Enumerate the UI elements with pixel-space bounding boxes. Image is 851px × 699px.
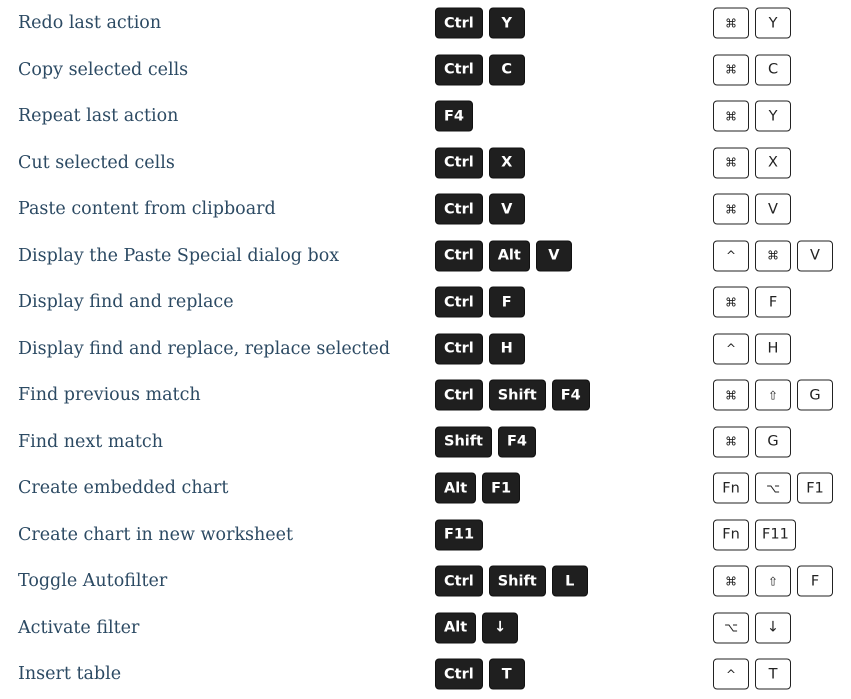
mac-key: C	[755, 54, 791, 85]
mac-keys	[713, 101, 791, 132]
windows-key: V	[536, 240, 572, 271]
windows-key: Ctrl	[435, 147, 483, 178]
mac-key: ⌥	[755, 473, 791, 504]
windows-key: Ctrl	[435, 194, 483, 225]
shortcut-row	[0, 419, 851, 466]
windows-key: X	[489, 147, 525, 178]
windows-key: Alt	[435, 473, 476, 504]
mac-key: G	[755, 426, 791, 457]
windows-keys	[435, 659, 525, 690]
windows-key: F4	[552, 380, 590, 411]
mac-key: G	[797, 380, 833, 411]
mac-key: ⌘	[713, 8, 749, 39]
mac-keys	[713, 287, 791, 318]
windows-key: F11	[435, 519, 483, 550]
shortcut-description: Display find and replace	[18, 292, 234, 313]
windows-keys	[435, 240, 572, 271]
windows-key: Ctrl	[435, 333, 483, 364]
windows-key: V	[489, 194, 525, 225]
shortcut-row	[0, 605, 851, 652]
shortcut-row	[0, 47, 851, 94]
windows-key: H	[489, 333, 525, 364]
mac-key: ⌥	[713, 612, 749, 643]
mac-keys	[713, 426, 791, 457]
mac-key: ^	[713, 333, 749, 364]
windows-keys	[435, 101, 473, 132]
mac-key: ^	[713, 659, 749, 690]
mac-key: ^	[713, 240, 749, 271]
mac-key: V	[797, 240, 833, 271]
windows-key: Y	[489, 8, 525, 39]
mac-key: F1	[797, 473, 833, 504]
mac-key: ⌘	[713, 147, 749, 178]
shortcut-description: Repeat last action	[18, 106, 179, 127]
shortcut-description: Toggle Autofilter	[18, 571, 168, 592]
mac-key: X	[755, 147, 791, 178]
windows-key: Ctrl	[435, 566, 483, 597]
mac-key: Y	[755, 101, 791, 132]
windows-key: Ctrl	[435, 8, 483, 39]
windows-keys	[435, 54, 525, 85]
windows-keys	[435, 333, 525, 364]
windows-key: ↓	[482, 612, 518, 643]
shortcut-row	[0, 186, 851, 233]
windows-keys	[435, 612, 518, 643]
windows-key: Alt	[489, 240, 530, 271]
shortcut-row	[0, 512, 851, 559]
windows-key: T	[489, 659, 525, 690]
mac-keys	[713, 147, 791, 178]
windows-key: F	[489, 287, 525, 318]
mac-key: F	[797, 566, 833, 597]
windows-keys	[435, 519, 483, 550]
mac-key: ⌘	[713, 426, 749, 457]
mac-keys	[713, 333, 791, 364]
windows-key: Shift	[489, 380, 546, 411]
mac-keys	[713, 659, 791, 690]
windows-key: F4	[498, 426, 536, 457]
shortcut-description: Redo last action	[18, 13, 162, 34]
shortcut-row	[0, 558, 851, 605]
windows-key: F4	[435, 101, 473, 132]
windows-key: Ctrl	[435, 380, 483, 411]
shortcut-row	[0, 372, 851, 419]
mac-keys	[713, 473, 833, 504]
mac-keys	[713, 8, 791, 39]
windows-keys	[435, 426, 536, 457]
shortcut-row	[0, 651, 851, 698]
mac-key: ⇧	[755, 380, 791, 411]
windows-keys	[435, 566, 588, 597]
mac-keys	[713, 380, 833, 411]
windows-keys	[435, 473, 520, 504]
mac-key: F11	[755, 519, 796, 550]
mac-key: Fn	[713, 519, 749, 550]
windows-key: Shift	[489, 566, 546, 597]
mac-key: ⌘	[713, 566, 749, 597]
windows-key: Ctrl	[435, 287, 483, 318]
shortcut-row	[0, 233, 851, 280]
mac-key: ⌘	[713, 287, 749, 318]
windows-key: L	[552, 566, 588, 597]
windows-keys	[435, 147, 525, 178]
windows-keys	[435, 287, 525, 318]
shortcut-row	[0, 93, 851, 140]
mac-key: H	[755, 333, 791, 364]
mac-keys	[713, 194, 791, 225]
shortcut-description: Create embedded chart	[18, 478, 229, 499]
mac-key: ↓	[755, 612, 791, 643]
shortcut-description: Paste content from clipboard	[18, 199, 276, 220]
mac-key: V	[755, 194, 791, 225]
mac-key: ⌘	[713, 54, 749, 85]
windows-key: Alt	[435, 612, 476, 643]
shortcut-row	[0, 140, 851, 187]
shortcut-description: Create chart in new worksheet	[18, 524, 294, 545]
mac-key: T	[755, 659, 791, 690]
windows-key: Ctrl	[435, 659, 483, 690]
shortcut-description: Find next match	[18, 431, 163, 452]
mac-keys	[713, 240, 833, 271]
shortcut-description: Insert table	[18, 664, 122, 685]
shortcut-description: Copy selected cells	[18, 59, 189, 80]
mac-key: ⌘	[713, 101, 749, 132]
mac-keys	[713, 54, 791, 85]
shortcut-row	[0, 0, 851, 47]
mac-keys	[713, 566, 833, 597]
shortcut-row	[0, 326, 851, 373]
windows-keys	[435, 8, 525, 39]
mac-key: ⌘	[755, 240, 791, 271]
windows-keys	[435, 194, 525, 225]
shortcut-row	[0, 465, 851, 512]
shortcut-description: Display find and replace, replace selected	[18, 338, 391, 359]
windows-keys	[435, 380, 590, 411]
windows-key: C	[489, 54, 525, 85]
mac-key: F	[755, 287, 791, 318]
mac-keys	[713, 519, 796, 550]
shortcut-description: Activate filter	[18, 617, 140, 638]
mac-key: ⌘	[713, 380, 749, 411]
windows-key: F1	[482, 473, 520, 504]
shortcut-description: Find previous match	[18, 385, 201, 406]
windows-key: Ctrl	[435, 240, 483, 271]
mac-keys	[713, 612, 791, 643]
shortcut-row	[0, 279, 851, 326]
windows-key: Ctrl	[435, 54, 483, 85]
mac-key: ⌘	[713, 194, 749, 225]
mac-key: Fn	[713, 473, 749, 504]
shortcut-description: Display the Paste Special dialog box	[18, 245, 340, 266]
shortcut-description: Cut selected cells	[18, 152, 175, 173]
windows-key: Shift	[435, 426, 492, 457]
mac-key: Y	[755, 8, 791, 39]
mac-key: ⇧	[755, 566, 791, 597]
